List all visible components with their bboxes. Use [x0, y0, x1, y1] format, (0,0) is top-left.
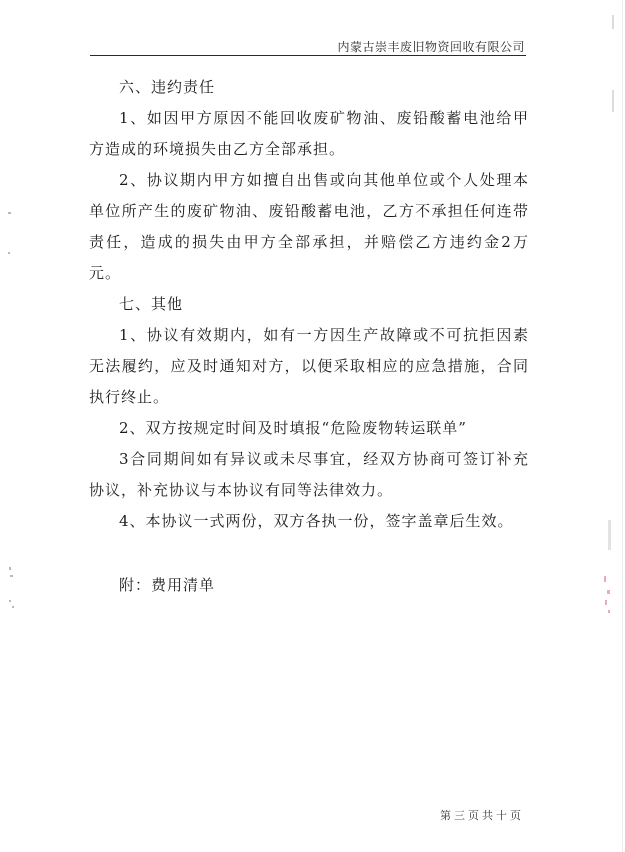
- seal-edge-mark: [608, 610, 610, 613]
- section-other-clause-1: 1、协议有效期内，如有一方因生产故障或不可抗拒因素无法履约，应及时通知对方，以便采取相应的应急措施，合同执行终止。: [89, 326, 529, 406]
- document-body: [89, 72, 529, 601]
- scan-speck: [8, 252, 10, 254]
- spacer: [89, 537, 529, 570]
- header-company-name: 内蒙古崇丰废旧物资回收有限公司: [337, 40, 525, 54]
- scan-speck: [9, 567, 11, 570]
- scan-speck: [9, 600, 11, 602]
- section-other-clause-2: 2、双方按规定时间及时填报“危险废物转运联单”: [119, 419, 467, 437]
- scan-speck: [12, 606, 14, 608]
- section-other-heading: 七、其他: [119, 295, 184, 313]
- section-breach-clause-1: 1、如因甲方原因不能回收废矿物油、废铅酸蓄电池给甲方造成的环境损失由乙方全部承担。: [89, 109, 529, 158]
- page-number-footer: 第三页共十页: [440, 809, 524, 822]
- section-other-clause-4: 4、本协议一式两份，双方各执一份，签字盖章后生效。: [119, 512, 514, 530]
- scan-speck: [608, 520, 611, 550]
- section-other-clause-3: 3合同期间如有异议或未尽事宜，经双方协商可签订补充协议，补充协议与本协议有同等法律效力。: [89, 450, 529, 499]
- scan-speck: [612, 90, 614, 112]
- scan-edge-line: [622, 0, 623, 852]
- section-breach-clause-2: 2、协议期内甲方如擅自出售或向其他单位或个人处理本单位所产生的废矿物油、废铅酸蓄电池，乙方不承担任何连带责任，造成的损失由甲方全部承担，并赔偿乙方违约金2万元。: [89, 171, 529, 282]
- attachment-note: 附：费用清单: [119, 576, 216, 594]
- header-divider: [90, 55, 526, 56]
- section-breach-heading: 六、违约责任: [119, 78, 216, 96]
- scan-speck: [612, 15, 614, 29]
- scan-speck: [10, 575, 13, 577]
- seal-edge-mark: [605, 600, 607, 605]
- seal-edge-mark: [604, 576, 606, 582]
- seal-edge-mark: [607, 590, 610, 594]
- scan-speck: [8, 212, 11, 214]
